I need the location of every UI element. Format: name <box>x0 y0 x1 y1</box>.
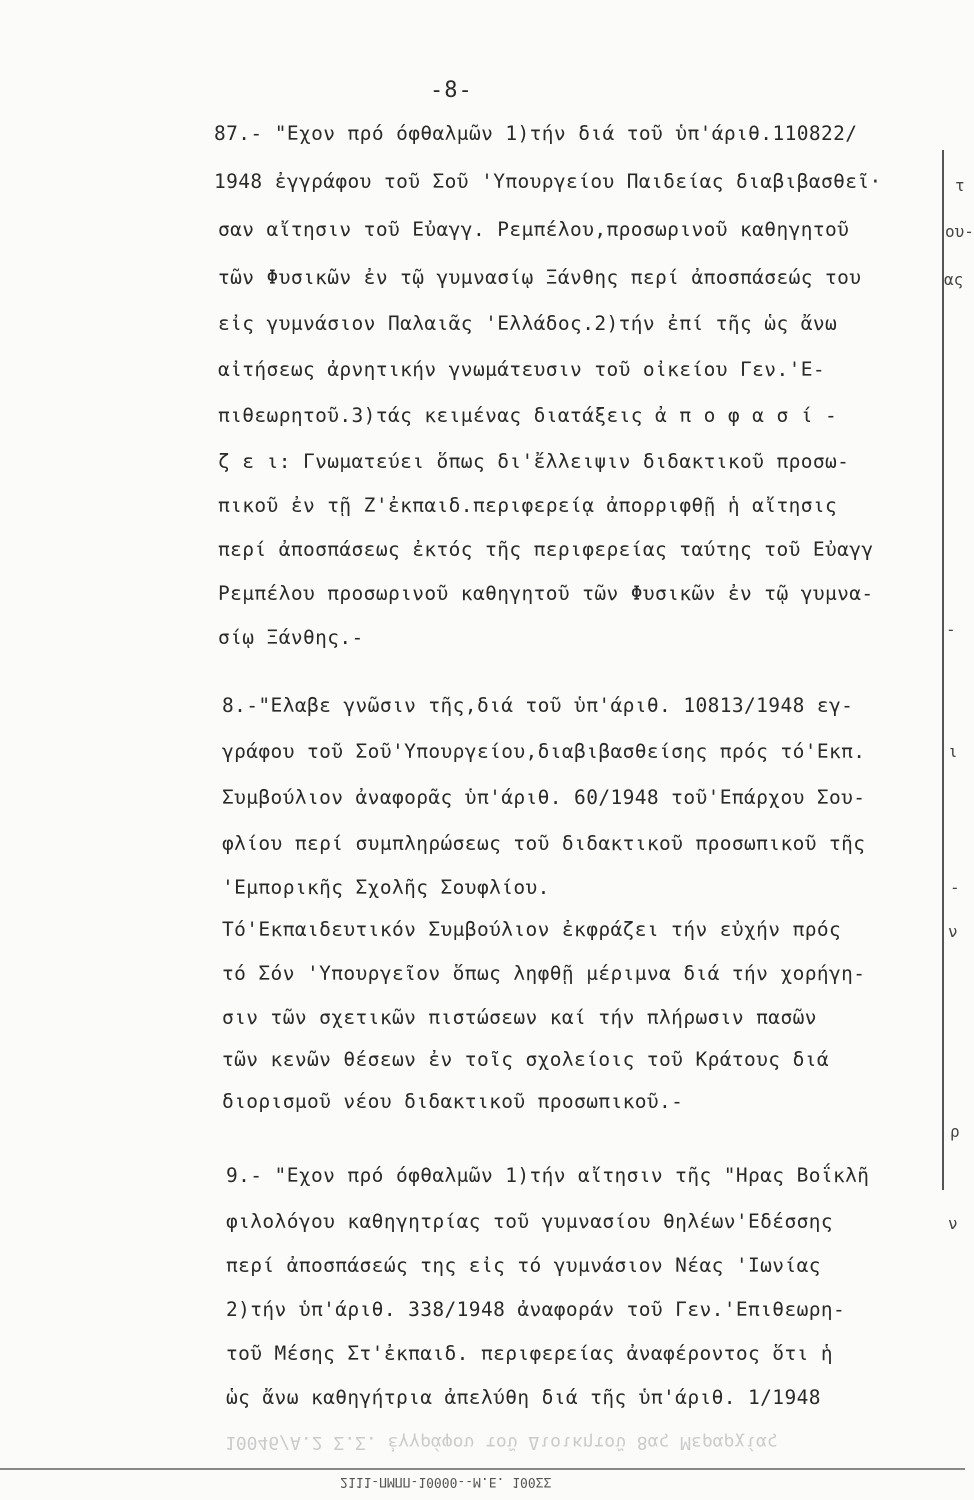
margin-fragment: ου- <box>945 222 974 241</box>
text-line: πιθεωρητοῦ.3)τάς κειμένας διατάξεις ἀ π ο φ α σ ί - <box>218 404 838 427</box>
page-number: -8- <box>430 78 473 103</box>
text-line: τῶν Φυσικῶν ἐν τῷ γυμνασίῳ Ξάνθης περί ἀποσπάσεώς του <box>218 266 862 289</box>
margin-fragment: τ <box>955 176 965 195</box>
margin-fragment: ρ <box>950 1122 960 1141</box>
text-line: τοῦ Μέσης Στ'ἐκπαιδ. περιφερείας ἀναφέροντος ὅτι ἡ <box>226 1342 833 1365</box>
text-line: σίῳ Ξάνθης.- <box>218 626 364 649</box>
text-line: 1948 ἐγγράφου τοῦ Σοῦ 'Υπουργείου Παιδείας διαβιβασθεῖ· <box>214 170 882 193</box>
footer-print-mark: 2111-ΠΜΠΠ-10000--Μ.Ε. 100ΣΣ <box>340 1474 552 1489</box>
text-line: σαν αἴτησιν τοῦ Εὐαγγ. Ρεμπέλου,προσωρινοῦ καθηγητοῦ <box>218 218 850 241</box>
text-line: αἰτήσεως ἀρνητικήν γνωμάτευσιν τοῦ οἰκείου Γεν.'Ε- <box>218 358 825 381</box>
text-line: διορισμοῦ νέου διδακτικοῦ προσωπικοῦ.- <box>222 1090 684 1113</box>
text-line: φιλολόγου καθηγητρίας τοῦ γυμνασίου θηλέων'Εδέσσης <box>226 1210 833 1233</box>
text-line: περί ἀποσπάσεως ἐκτός τῆς περιφερείας ταύτης τοῦ Εὐαγγ <box>218 538 874 561</box>
text-line: Ρεμπέλου προσωρινοῦ καθηγητοῦ τῶν Φυσικῶν ἐν τῷ γυμνα- <box>218 582 874 605</box>
text-line: περί ἀποσπάσεώς της εἰς τό γυμνάσιον Νέας 'Ιωνίας <box>226 1254 821 1277</box>
text-line: ζ ε ι: Γνωματεύει ὅπως δι'ἔλλειψιν διδακτικοῦ προσω- <box>218 450 850 473</box>
text-line: ὡς ἄνω καθηγήτρια ἀπελύθη διά τῆς ὑπ'άριθ. 1/1948 <box>226 1386 821 1409</box>
right-margin-rule <box>942 150 944 1190</box>
text-line: 9.- "Εχον πρό όφθαλμῶν 1)τήν αἴτησιν τῆς "Ηρας Βοΐκλῆ <box>226 1164 870 1187</box>
margin-fragment: - <box>950 878 960 897</box>
text-line: σιν τῶν σχετικῶν πιστώσεων καί τήν πλήρωσιν πασῶν <box>222 1006 817 1029</box>
text-line: τῶν κενῶν θέσεων ἐν τοῖς σχολείοις τοῦ Κράτους διά <box>222 1048 829 1071</box>
margin-fragment: ι <box>948 742 958 761</box>
text-line: πικοῦ ἐν τῇ Ζ'ἐκπαιδ.περιφερείᾳ ἀπορριφθῇ ἡ αἴτησις <box>218 494 838 517</box>
text-line: 87.- "Εχον πρό όφθαλμῶν 1)τήν διά τοῦ ὑπ'άριθ.110822/ <box>214 122 858 145</box>
text-line: τό Σόν 'Υπουργεῖον ὅπως ληφθῇ μέριμνα διά τήν χορήγη- <box>222 962 866 985</box>
text-line: 8.-"Ελαβε γνῶσιν τῆς,διά τοῦ ὑπ'άριθ. 10813/1948 εγ- <box>222 694 854 717</box>
text-line: 2)τήν ὑπ'άριθ. 338/1948 ἀναφοράν τοῦ Γεν.'Επιθεωρη- <box>226 1298 846 1321</box>
text-line: γράφου τοῦ Σοῦ'Υπουργείου,διαβιβασθείσης πρός τό'Εκπ. <box>222 740 866 763</box>
margin-fragment: ν <box>948 1214 958 1233</box>
footer-divider <box>0 1468 965 1470</box>
bleed-through-text: 10046/Α.2 Σ.Σ. ἐγγράφου τοῦ Διοικητοῦ 8ας Μεραρχίας <box>225 1432 778 1453</box>
text-line: 'Εμπορικῆς Σχολῆς Σουφλίου. <box>222 876 550 899</box>
text-line: Τό'Εκπαιδευτικόν Συμβούλιον ἐκφράζει τήν εὐχήν πρός <box>222 918 842 941</box>
margin-fragment: ν <box>948 922 958 941</box>
text-line: εἰς γυμνάσιον Παλαιᾶς 'Ελλάδος.2)τήν ἐπί τῆς ὡς ἄνω <box>218 312 838 335</box>
margin-fragment: ας <box>944 270 964 289</box>
text-line: Συμβούλιον ἀναφορᾶς ὑπ'άριθ. 60/1948 τοῦ'Επάρχου Σου- <box>222 786 866 809</box>
text-line: φλίου περί συμπληρώσεως τοῦ διδακτικοῦ προσωπικοῦ τῆς <box>222 832 866 855</box>
margin-fragment: - <box>946 620 956 639</box>
